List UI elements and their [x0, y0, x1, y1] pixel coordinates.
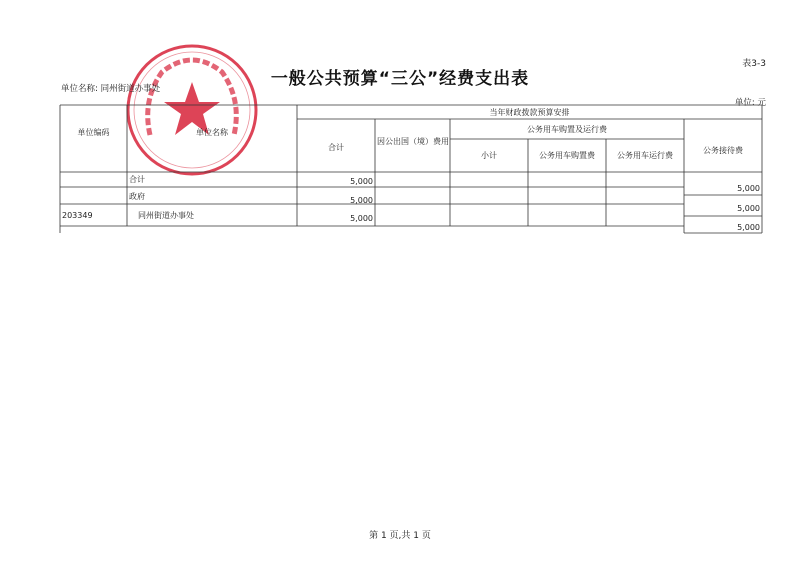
header-reception: 公务接待费 [703, 146, 743, 155]
header-vehicle-group: 公务用车购置及运行费 [527, 125, 607, 134]
unit-name-label: 单位名称: 同州街道办事处 [61, 84, 161, 94]
row-total-amount: 5,000 [350, 177, 373, 186]
row-total-reception: 5,000 [737, 184, 760, 193]
header-abroad-cost: 因公出国（境）费用 [377, 137, 449, 146]
table-number: 表3-3 [742, 59, 766, 69]
currency-unit-label: 单位: 元 [734, 98, 766, 108]
row-gov-amount: 5,000 [350, 196, 373, 205]
header-vehicle-operation: 公务用车运行费 [617, 151, 673, 160]
header-subtotal: 小计 [481, 151, 497, 160]
row-office-reception: 5,000 [737, 223, 760, 232]
row-office-amount: 5,000 [350, 214, 373, 223]
row-office-code: 203349 [62, 211, 93, 220]
page-footer: 第 1 页,共 1 页 [369, 531, 431, 541]
row-gov-name: 政府 [129, 192, 145, 201]
header-total: 合计 [328, 143, 344, 152]
header-unit-code: 单位编码 [77, 128, 110, 137]
row-office-name: 同州街道办事处 [138, 211, 194, 220]
header-unit-name: 单位名称 [196, 128, 228, 137]
page-title: 一般公共预算“三公”经费支出表 [270, 69, 530, 89]
header-budget-group: 当年财政拨款预算安排 [489, 108, 570, 117]
header-vehicle-purchase: 公务用车购置费 [539, 151, 595, 160]
row-total-name: 合计 [129, 175, 145, 184]
row-gov-reception: 5,000 [737, 204, 760, 213]
